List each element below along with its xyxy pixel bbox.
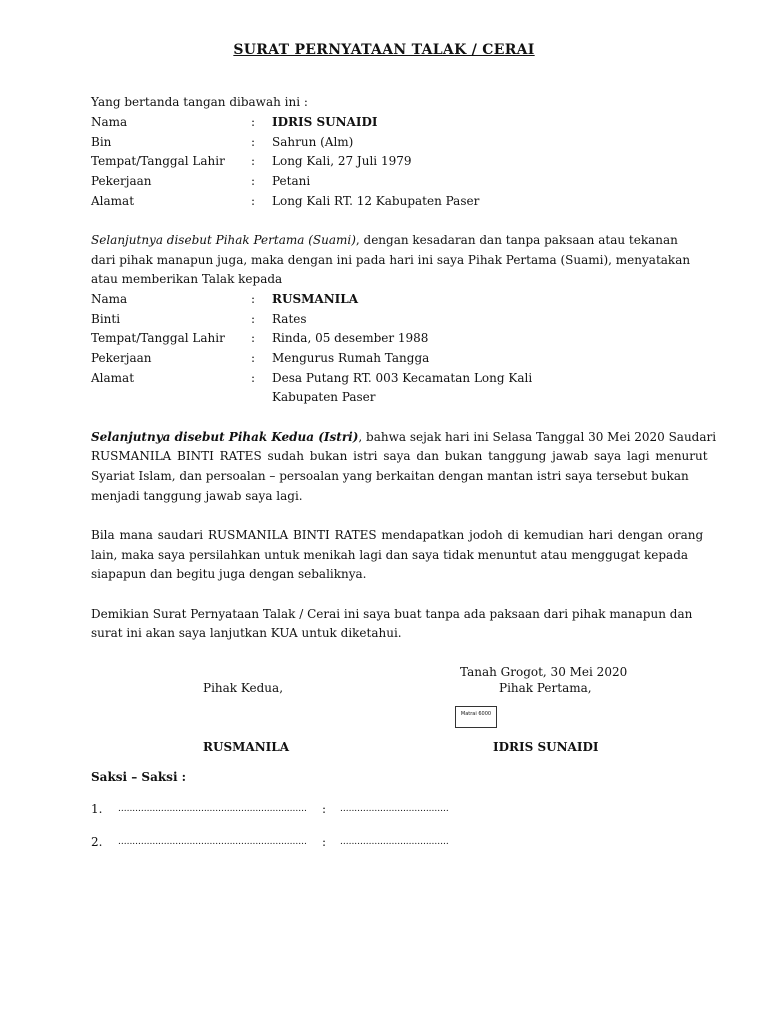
party1-designation: Selanjutnya disebut Pihak Pertama (Suami) (91, 233, 356, 247)
party1-label-birth: Tempat/Tanggal Lahir (91, 154, 225, 168)
party2-label-job: Pekerjaan (91, 351, 152, 365)
colon: : (251, 174, 256, 188)
para2-line2: RUSMANILA BINTI RATES sudah bukan istri saya dan bukan tanggung jawab saya lagi menurut (91, 449, 708, 463)
witness-number: 2. (91, 835, 103, 849)
party2-value-address-line2: Kabupaten Paser (272, 390, 376, 404)
colon: : (251, 351, 256, 365)
party1-value-name: IDRIS SUNAIDI (272, 115, 378, 129)
colon: : (322, 835, 327, 849)
intro-text: Yang bertanda tangan dibawah ini : (91, 95, 308, 109)
witness-name-line: .................................................................. (118, 837, 307, 847)
witness-sign-line: ...................................... (340, 837, 449, 847)
left-signatory-name: RUSMANILA (203, 740, 290, 754)
witness-sign-line: ...................................... (340, 804, 449, 814)
colon: : (251, 331, 256, 345)
para3-line3: siapapun dan begitu juga dengan sebaliknya. (91, 567, 367, 581)
para3-line2: lain, maka saya persilahkan untuk menikah lagi dan saya tidak menuntut atau menggugat kepada (91, 548, 689, 562)
colon: : (251, 194, 256, 208)
para4-line2: surat ini akan saya lanjutkan KUA untuk diketahui. (91, 626, 402, 640)
party2-value-binti: Rates (272, 312, 307, 326)
para4-line1: Demikian Surat Pernyataan Talak / Cerai ini saya buat tanpa ada paksaan dari pihak manapun dan (91, 607, 693, 621)
para3-line1: Bila mana saudari RUSMANILA BINTI RATES mendapatkan jodoh di kemudian hari dengan orang (91, 528, 704, 542)
para2-line3: Syariat Islam, dan persoalan – persoalan yang berkaitan dengan mantan istri saya tersebut bukan (91, 469, 689, 483)
party1-label-bin: Bin (91, 135, 112, 149)
colon: : (251, 135, 256, 149)
place-date: Tanah Grogot, 30 Mei 2020 (460, 665, 628, 679)
party2-designation: Selanjutnya disebut Pihak Kedua (Istri) (91, 430, 359, 444)
party1-label-name: Nama (91, 115, 128, 129)
party1-value-bin: Sahrun (Alm) (272, 135, 354, 149)
party1-value-birth: Long Kali, 27 Juli 1979 (272, 154, 412, 168)
party2-value-birth: Rinda, 05 desember 1988 (272, 331, 429, 345)
colon: : (251, 292, 256, 306)
party2-label-birth: Tempat/Tanggal Lahir (91, 331, 225, 345)
colon: : (251, 115, 256, 129)
document-title: SURAT PERNYATAAN TALAK / CERAI (233, 42, 535, 58)
witnesses-heading: Saksi – Saksi : (91, 770, 187, 784)
party1-value-address: Long Kali RT. 12 Kabupaten Paser (272, 194, 480, 208)
party2-label-binti: Binti (91, 312, 121, 326)
colon: : (322, 802, 327, 816)
para1-line2: dari pihak manapun juga, maka dengan ini pada hari ini saya Pihak Pertama (Suami), menyatakan (91, 253, 691, 267)
party2-value-address: Desa Putang RT. 003 Kecamatan Long Kali (272, 371, 533, 385)
right-signatory-name: IDRIS SUNAIDI (493, 740, 599, 754)
witness-number: 1. (91, 802, 103, 816)
left-role: Pihak Kedua, (203, 681, 284, 695)
party2-value-name: RUSMANILA (272, 292, 359, 306)
para2-line4: menjadi tanggung jawab saya lagi. (91, 489, 303, 503)
party1-value-job: Petani (272, 174, 311, 188)
right-role: Pihak Pertama, (499, 681, 592, 695)
colon: : (251, 312, 256, 326)
para1-line1: , dengan kesadaran dan tanpa paksaan atau tekanan (355, 233, 678, 247)
para1-line3: atau memberikan Talak kepada (91, 272, 283, 286)
witness-name-line: .................................................................. (118, 804, 307, 814)
colon: : (251, 371, 256, 385)
para2-line1: , bahwa sejak hari ini Selasa Tanggal 30 Mei 2020 Saudari (358, 430, 717, 444)
colon: : (251, 154, 256, 168)
party2-value-job: Mengurus Rumah Tangga (272, 351, 430, 365)
party1-label-job: Pekerjaan (91, 174, 152, 188)
stamp-box: Matrai 6000 (455, 706, 497, 728)
party2-label-address: Alamat (91, 371, 135, 385)
party2-label-name: Nama (91, 292, 128, 306)
party1-label-address: Alamat (91, 194, 135, 208)
